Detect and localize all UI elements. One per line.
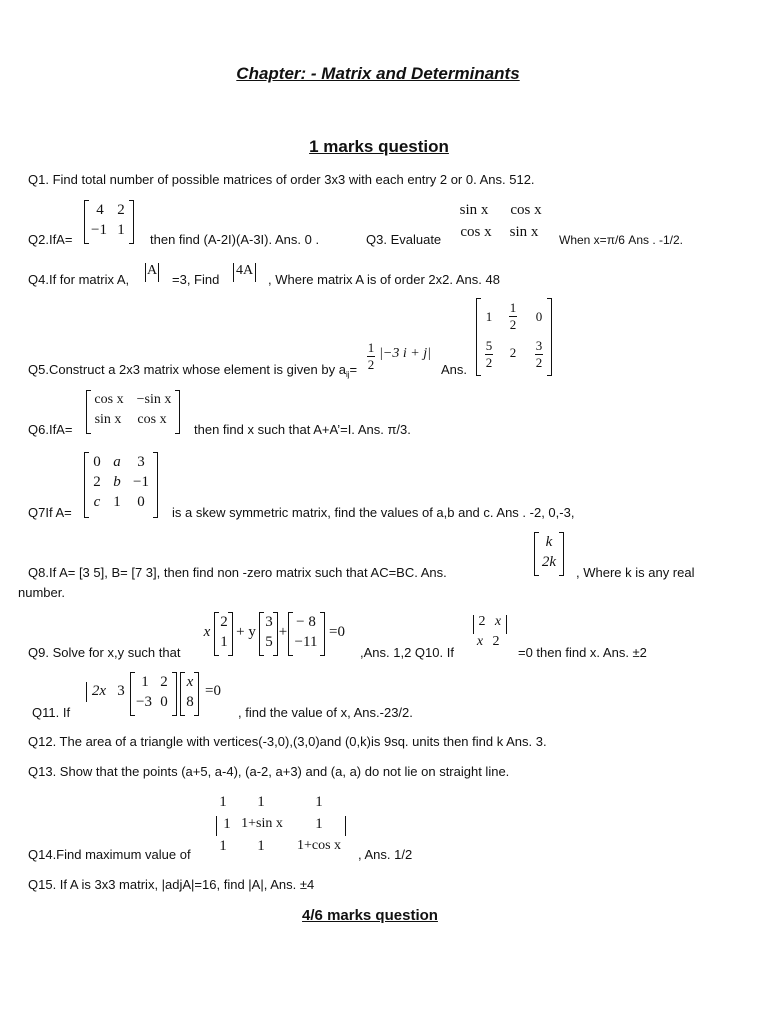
matrix-cell: 1 — [141, 674, 149, 690]
question-8-line2: number. — [18, 585, 65, 600]
determinant-cell: 1+sin x — [241, 816, 283, 831]
question-1: Q1. Find total number of possible matrices of order 3x3 with each entry 2 or 0. Ans. 512. — [28, 172, 535, 187]
question-6-label: Q6.IfA= — [28, 422, 73, 437]
matrix-cell: 2 — [485, 355, 493, 370]
matrix-cell: x — [186, 674, 194, 690]
matrix-cell: a — [113, 454, 121, 470]
question-4-label: Q4.If for matrix A, — [28, 272, 130, 287]
equals-zero: =0 — [329, 624, 345, 640]
question-9-equation — [202, 612, 354, 656]
determinant-cell: 1 — [315, 794, 323, 810]
question-5-answer-matrix — [476, 298, 552, 376]
row-cell: 2x — [91, 683, 107, 699]
plus-y: + y — [236, 624, 256, 640]
matrix-cell: cos x — [94, 392, 124, 407]
determinant-cell: sin x — [459, 202, 489, 218]
matrix-cell: 2 — [535, 355, 543, 370]
matrix-cell: 1 — [113, 494, 121, 510]
question-8-matrix — [534, 532, 564, 576]
matrix-cell: cos x — [137, 412, 167, 427]
determinant-cell: 2 — [478, 614, 486, 629]
matrix-cell: −sin x — [136, 392, 172, 407]
question-14-text: , Ans. 1/2 — [358, 847, 413, 862]
question-2-label: Q2.IfA= — [28, 232, 73, 247]
matrix-cell: c — [93, 494, 101, 510]
determinant-cell: cos x — [510, 202, 542, 218]
question-3-determinant — [456, 202, 548, 246]
question-7-matrix — [84, 452, 158, 518]
matrix-cell: 5 — [265, 634, 273, 650]
determinant-cell: 1 — [315, 816, 323, 832]
question-5-formula — [366, 340, 432, 376]
question-6-matrix — [86, 390, 180, 434]
matrix-cell: −3 — [136, 694, 152, 710]
matrix-cell: 1 — [485, 309, 493, 324]
variable-x: x — [203, 624, 211, 640]
determinant-cell: 1 — [219, 838, 227, 854]
question-11-equation — [84, 672, 232, 718]
section-heading-4-6-marks: 4/6 marks question — [302, 907, 438, 924]
question-3-label: Q3. Evaluate — [366, 232, 442, 247]
matrix-cell: 4 — [96, 202, 104, 218]
question-5-text: Q5.Construct a 2x3 matrix whose element is given by a — [28, 362, 346, 377]
matrix-cell: 2 — [93, 474, 101, 490]
matrix-cell: 2 — [160, 674, 168, 690]
matrix-cell: 3 — [265, 614, 273, 630]
fraction-numerator: 1 — [367, 340, 375, 355]
determinant-cell: 4A — [235, 263, 254, 278]
matrix-cell: 0 — [93, 454, 101, 470]
determinant-cell: A — [146, 263, 158, 278]
question-10-text: =0 then find x. Ans. ±2 — [518, 645, 647, 660]
question-9-text: ,Ans. 1,2 Q10. If — [360, 645, 454, 660]
matrix-cell: 2 — [117, 202, 125, 218]
matrix-cell: 3 — [535, 338, 543, 353]
question-4-mid: =3, Find — [172, 272, 220, 287]
equals-zero: =0 — [205, 683, 221, 699]
question-2-matrix — [84, 200, 134, 244]
matrix-cell: 2k — [541, 554, 557, 570]
question-6-text: then find x such that A+A’=I. Ans. π/3. — [194, 422, 411, 437]
matrix-cell: 5 — [485, 338, 493, 353]
determinant-cell: 1 — [257, 794, 265, 810]
matrix-cell: 0 — [137, 494, 145, 510]
matrix-cell: −1 — [133, 474, 149, 490]
question-3-text: When x=π/6 Ans . -1/2. — [559, 233, 684, 247]
question-11-text: , find the value of x, Ans.-23/2. — [238, 705, 413, 720]
question-10-determinant — [472, 614, 508, 654]
matrix-cell: 2 — [509, 317, 517, 332]
matrix-cell: 2 — [220, 614, 228, 630]
matrix-cell: 2 — [509, 345, 517, 360]
question-7-label: Q7If A= — [28, 505, 72, 520]
matrix-cell: 8 — [186, 694, 194, 710]
determinant-cell: 1 — [219, 794, 227, 810]
determinant-cell: 1+cos x — [296, 838, 342, 853]
subscript: ij — [345, 370, 350, 379]
matrix-cell: b — [113, 474, 121, 490]
determinant-cell: x — [494, 614, 502, 629]
matrix-cell: 1 — [220, 634, 228, 650]
fraction-denominator: 2 — [367, 357, 375, 372]
matrix-cell: −1 — [91, 222, 107, 238]
section-heading-1-mark: 1 marks question — [309, 137, 449, 156]
question-4-det-a — [144, 262, 160, 284]
question-15: Q15. If A is 3x3 matrix, |adjA|=16, find |A|, Ans. ±4 — [28, 877, 315, 892]
question-11-label: Q11. If — [32, 705, 71, 720]
question-4-text: , Where matrix A is of order 2x2. Ans. 48 — [268, 272, 500, 287]
formula-expression: |−3 i + j| — [379, 346, 431, 361]
page-title: Chapter: - Matrix and Determinants — [236, 64, 520, 83]
matrix-cell: k — [545, 534, 553, 550]
question-8-text: Q8.If A= [3 5], B= [7 3], then find non -zero matrix such that AC=BC. Ans. — [28, 565, 447, 580]
matrix-cell: − 8 — [296, 614, 316, 630]
determinant-cell: 2 — [492, 634, 500, 649]
plus: + — [278, 624, 288, 640]
matrix-cell: 1 — [509, 300, 517, 315]
row-cell: 3 — [117, 683, 125, 699]
matrix-cell: 1 — [117, 222, 125, 238]
matrix-cell: 0 — [160, 694, 168, 710]
question-12: Q12. The area of a triangle with vertices(-3,0),(3,0)and (0,k)is 9sq. units then find k Ans. 3. — [28, 734, 547, 749]
matrix-cell: −11 — [294, 634, 318, 650]
question-14-determinant — [210, 794, 350, 862]
matrix-cell: 0 — [535, 309, 543, 324]
question-4-det-4a — [232, 262, 257, 284]
question-13: Q13. Show that the points (a+5, a-4), (a-2, a+3) and (a, a) do not lie on straight line. — [28, 764, 510, 779]
question-14-label: Q14.Find maximum value of — [28, 847, 191, 862]
equals: = — [349, 362, 358, 377]
question-9-label: Q9. Solve for x,y such that — [28, 645, 181, 660]
determinant-cell: 1 — [257, 838, 265, 854]
determinant-cell: sin x — [509, 224, 539, 240]
question-8-tail: , Where k is any real — [576, 565, 695, 580]
question-5-label — [28, 362, 357, 379]
question-5-ans-label: Ans. — [441, 362, 468, 377]
determinant-cell: cos x — [460, 224, 492, 240]
determinant-cell: 1 — [223, 816, 231, 832]
question-2-text: then find (A-2I)(A-3I). Ans. 0 . — [150, 232, 320, 247]
question-7-text: is a skew symmetric matrix, find the values of a,b and c. Ans . -2, 0,-3, — [172, 505, 575, 520]
determinant-cell: x — [476, 634, 484, 649]
matrix-cell: 3 — [137, 454, 145, 470]
matrix-cell: sin x — [94, 412, 122, 427]
